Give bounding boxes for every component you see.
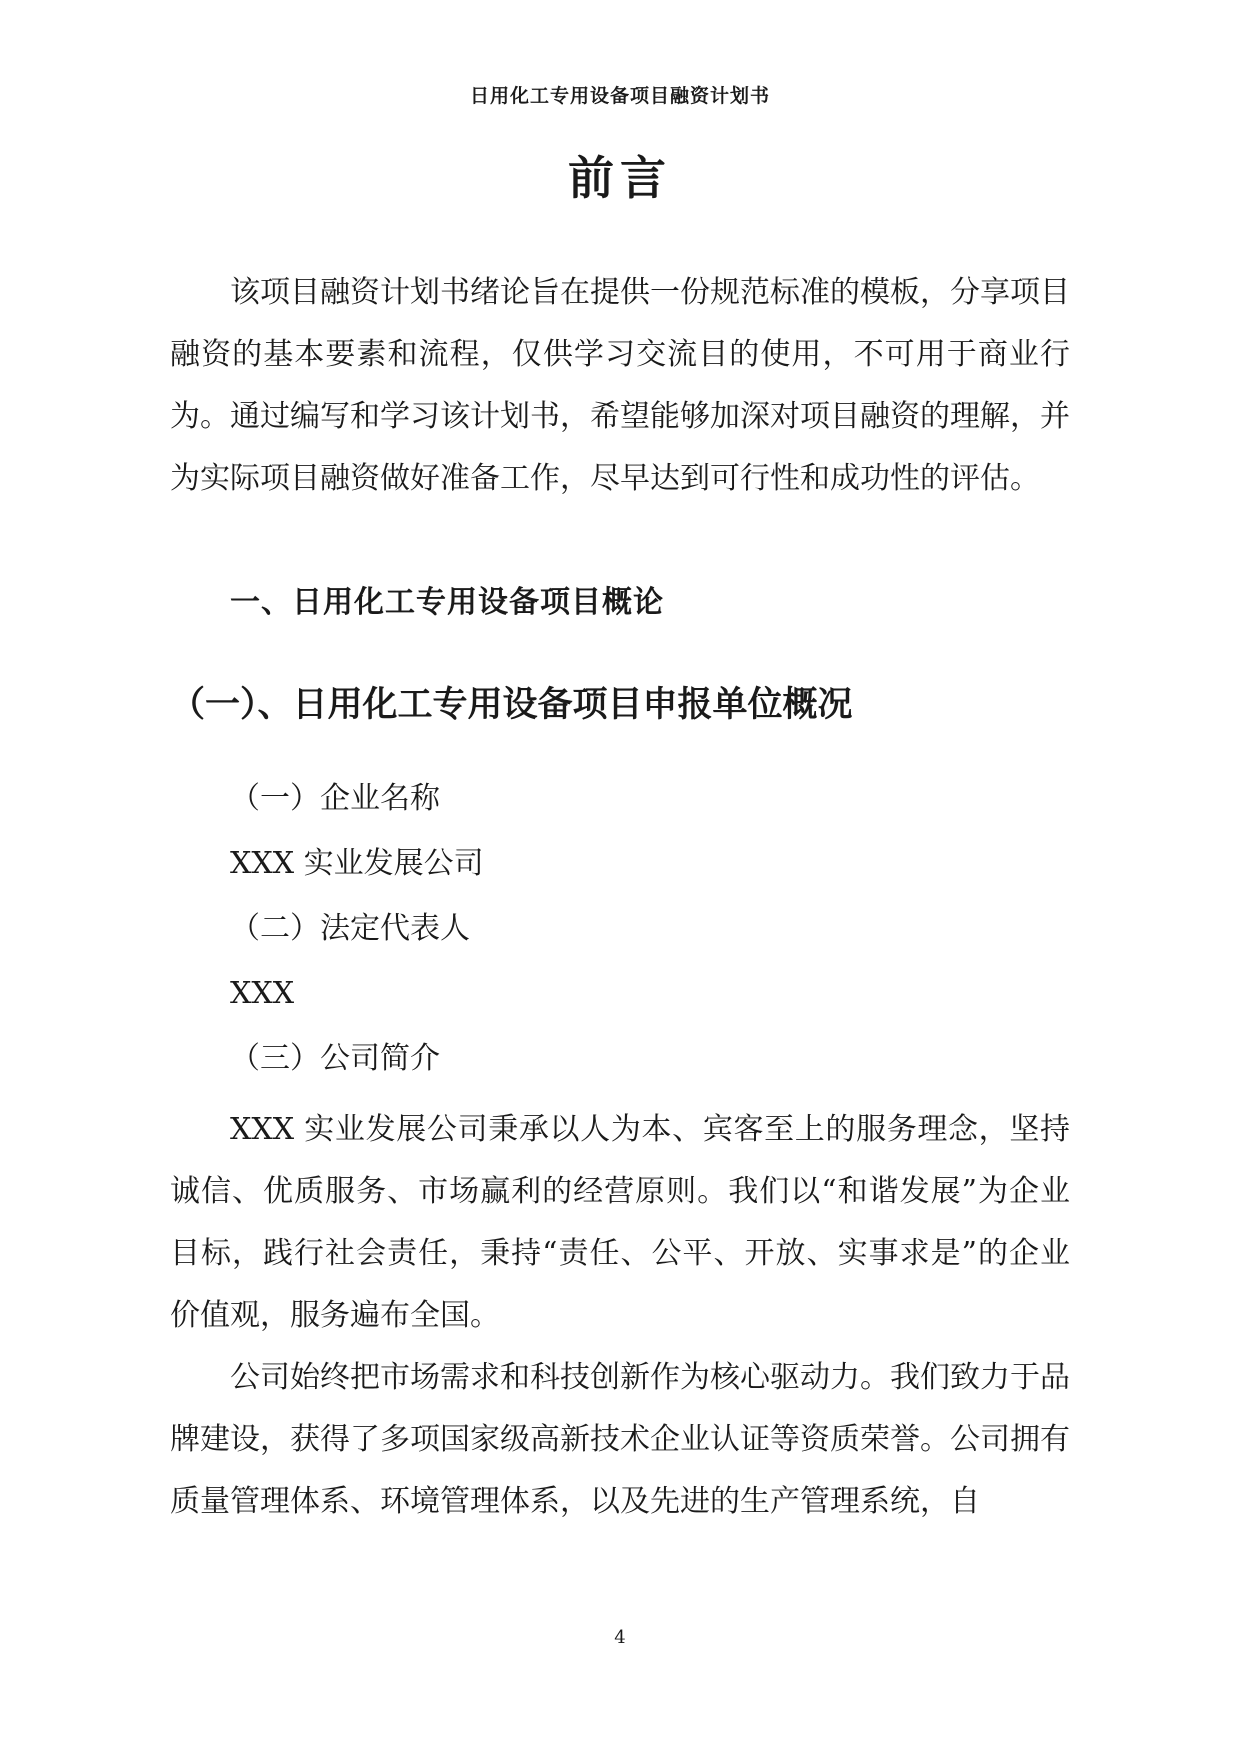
running-header: 日用化工专用设备项目融资计划书 <box>469 85 770 107</box>
info-item-company-profile-label: （三）公司简介 <box>230 1041 440 1076</box>
subsection-heading: （一）、日用化工专用设备项目申报单位概况 <box>170 685 853 725</box>
company-profile-paragraph: XXX 实业发展公司秉承以人为本、宾客至上的服务理念，坚持诚信、优质服务、市场赢利的经营原则。我们以“和谐发展”为企业目标，践行社会责任，秉持“责任、公平、开放、实事求是”的企业价值观，服务遍布全国。 <box>170 1112 1070 1333</box>
info-item-legal-representative-label: （二）法定代表人 <box>230 911 470 946</box>
info-item-company-name-label: （一）企业名称 <box>230 781 440 816</box>
page-title: 前言 <box>568 151 672 205</box>
info-item-legal-representative-value: XXX <box>230 976 295 1011</box>
info-item-company-name-value: XXX 实业发展公司 <box>230 846 484 881</box>
page-number: 4 <box>614 1627 626 1648</box>
document-body <box>170 262 1070 1533</box>
section-heading: 一、日用化工专用设备项目概论 <box>230 585 664 620</box>
intro-paragraph: 该项目融资计划书绪论旨在提供一份规范标准的模板，分享项目融资的基本要素和流程，仅供学习交流目的使用，不可用于商业行为。通过编写和学习该计划书，希望能够加深对项目融资的理解，并为实际项目融资做好准备工作，尽早达到可行性和成功性的评估。 <box>170 275 1070 496</box>
company-profile-paragraph: 公司始终把市场需求和科技创新作为核心驱动力。我们致力于品牌建设，获得了多项国家级高新技术企业认证等资质荣誉。公司拥有质量管理体系、环境管理体系，以及先进的生产管理系统，自 <box>170 1360 1070 1519</box>
company-info-list <box>170 766 1070 1091</box>
